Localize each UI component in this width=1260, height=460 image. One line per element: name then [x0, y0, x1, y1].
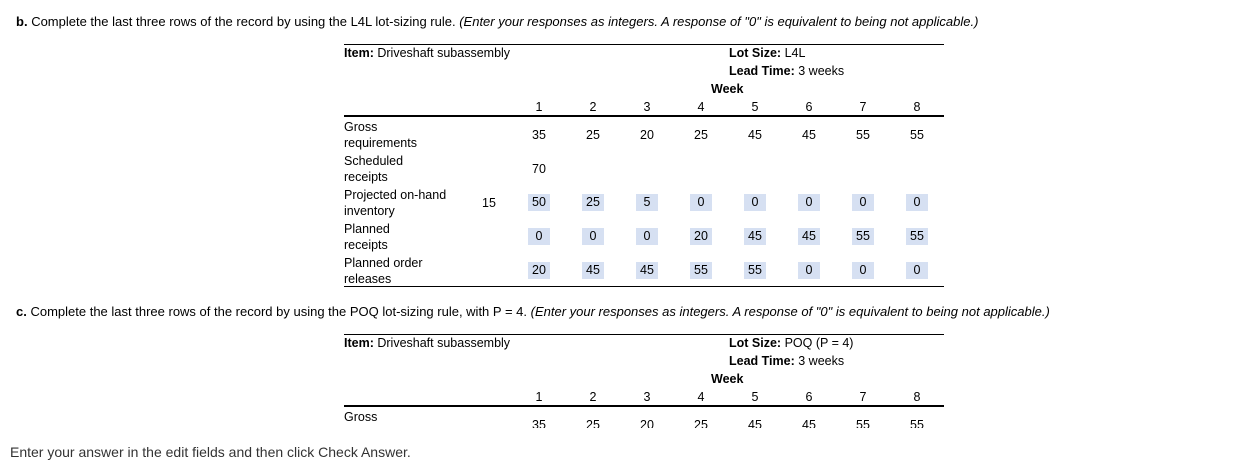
- gross-cell: 25: [586, 418, 600, 428]
- header-rule: [344, 115, 944, 117]
- week-number: 2: [589, 100, 597, 114]
- week-number: 3: [643, 390, 651, 404]
- lead-time: Lead Time: 3 weeks: [729, 64, 845, 78]
- gross-cell: 45: [748, 128, 762, 142]
- part-b-record: [344, 42, 944, 292]
- footer-instruction: Enter your answer in the edit fields and then click Check Answer.: [10, 444, 411, 460]
- gross-cell: 25: [694, 128, 708, 142]
- planned-receipt-input[interactable]: 0: [636, 228, 658, 245]
- item-header: Item: Driveshaft subassembly: [344, 46, 511, 60]
- poh-input[interactable]: 25: [582, 194, 604, 211]
- row-label-planned-receipts: Planned receipts: [344, 222, 390, 252]
- gross-cell: 55: [856, 128, 870, 142]
- week-number: 2: [589, 390, 597, 404]
- week-number: 8: [913, 100, 921, 114]
- gross-cell: 55: [910, 418, 924, 428]
- planned-receipt-input[interactable]: 45: [798, 228, 820, 245]
- planned-release-input[interactable]: 0: [906, 262, 928, 279]
- planned-release-input[interactable]: 0: [852, 262, 874, 279]
- planned-release-input[interactable]: 45: [636, 262, 658, 279]
- part-c-note: (Enter your responses as integers. A response of "0" is equivalent to being not applicable.): [530, 304, 1050, 319]
- week-number: 5: [751, 390, 759, 404]
- row-label-gross: Gross requirements: [344, 120, 417, 150]
- part-c-record: [344, 332, 944, 428]
- gross-cell: 35: [532, 128, 546, 142]
- poh-input[interactable]: 0: [690, 194, 712, 211]
- part-b-note: (Enter your responses as integers. A response of "0" is equivalent to being not applicable.): [459, 14, 979, 29]
- gross-cell: 35: [532, 418, 546, 428]
- planned-receipt-input[interactable]: 45: [744, 228, 766, 245]
- planned-receipt-input[interactable]: 55: [906, 228, 928, 245]
- row-label-poh: Projected on-hand inventory: [344, 188, 447, 218]
- planned-release-input[interactable]: 20: [528, 262, 550, 279]
- row-label-scheduled: Scheduled receipts: [344, 154, 404, 184]
- planned-receipt-input[interactable]: 0: [528, 228, 550, 245]
- poh-input[interactable]: 0: [906, 194, 928, 211]
- week-number: 1: [535, 100, 543, 114]
- gross-cell: 25: [694, 418, 708, 428]
- planned-release-input[interactable]: 55: [690, 262, 712, 279]
- part-c-question: [16, 304, 1050, 319]
- part-c-prefix: c.: [16, 304, 27, 319]
- header-rule: [344, 405, 944, 407]
- planned-receipt-input[interactable]: 20: [690, 228, 712, 245]
- week-number: 6: [805, 100, 813, 114]
- planned-receipt-input[interactable]: 0: [582, 228, 604, 245]
- lot-size: Lot Size: L4L: [729, 46, 806, 60]
- poh-input[interactable]: 0: [798, 194, 820, 211]
- gross-cell: 55: [856, 418, 870, 428]
- part-b-question: [16, 14, 978, 29]
- planned-receipt-input[interactable]: 55: [852, 228, 874, 245]
- gross-cell: 25: [586, 128, 600, 142]
- week-header: Week: [711, 372, 744, 386]
- planned-release-input[interactable]: 55: [744, 262, 766, 279]
- gross-cell: 55: [910, 128, 924, 142]
- gross-cell: 45: [802, 418, 816, 428]
- week-number: 7: [859, 100, 867, 114]
- poh-input[interactable]: 0: [744, 194, 766, 211]
- week-number: 5: [751, 100, 759, 114]
- row-label-planned-releases: Planned order releases: [344, 256, 423, 286]
- row-label-gross: Gross: [344, 410, 378, 424]
- planned-release-input[interactable]: 0: [798, 262, 820, 279]
- gross-cell: 45: [802, 128, 816, 142]
- week-number: 1: [535, 390, 543, 404]
- item-header: Item: Driveshaft subassembly: [344, 336, 511, 350]
- part-b-prefix: b.: [16, 14, 28, 29]
- week-number: 6: [805, 390, 813, 404]
- record-bottom-line: [344, 286, 944, 287]
- week-number: 4: [697, 390, 705, 404]
- gross-cell: 20: [640, 418, 654, 428]
- poh-input[interactable]: 5: [636, 194, 658, 211]
- part-b-text: Complete the last three rows of the record by using the L4L lot-sizing rule.: [31, 14, 456, 29]
- planned-release-input[interactable]: 45: [582, 262, 604, 279]
- scheduled-cell: 70: [532, 162, 546, 176]
- week-number: 8: [913, 390, 921, 404]
- gross-cell: 45: [748, 418, 762, 428]
- record-top-line: [344, 44, 944, 45]
- record-top-line: [344, 334, 944, 335]
- poh-input[interactable]: 0: [852, 194, 874, 211]
- week-number: 3: [643, 100, 651, 114]
- lead-time: Lead Time: 3 weeks: [729, 354, 845, 368]
- gross-cell: 20: [640, 128, 654, 142]
- poh-input[interactable]: 50: [528, 194, 550, 211]
- week-number: 7: [859, 390, 867, 404]
- initial-inventory: 15: [482, 196, 496, 210]
- week-header: Week: [711, 82, 744, 96]
- lot-size: Lot Size: POQ (P = 4): [729, 336, 854, 350]
- part-c-text: Complete the last three rows of the record by using the POQ lot-sizing rule, with P = 4.: [30, 304, 527, 319]
- week-number: 4: [697, 100, 705, 114]
